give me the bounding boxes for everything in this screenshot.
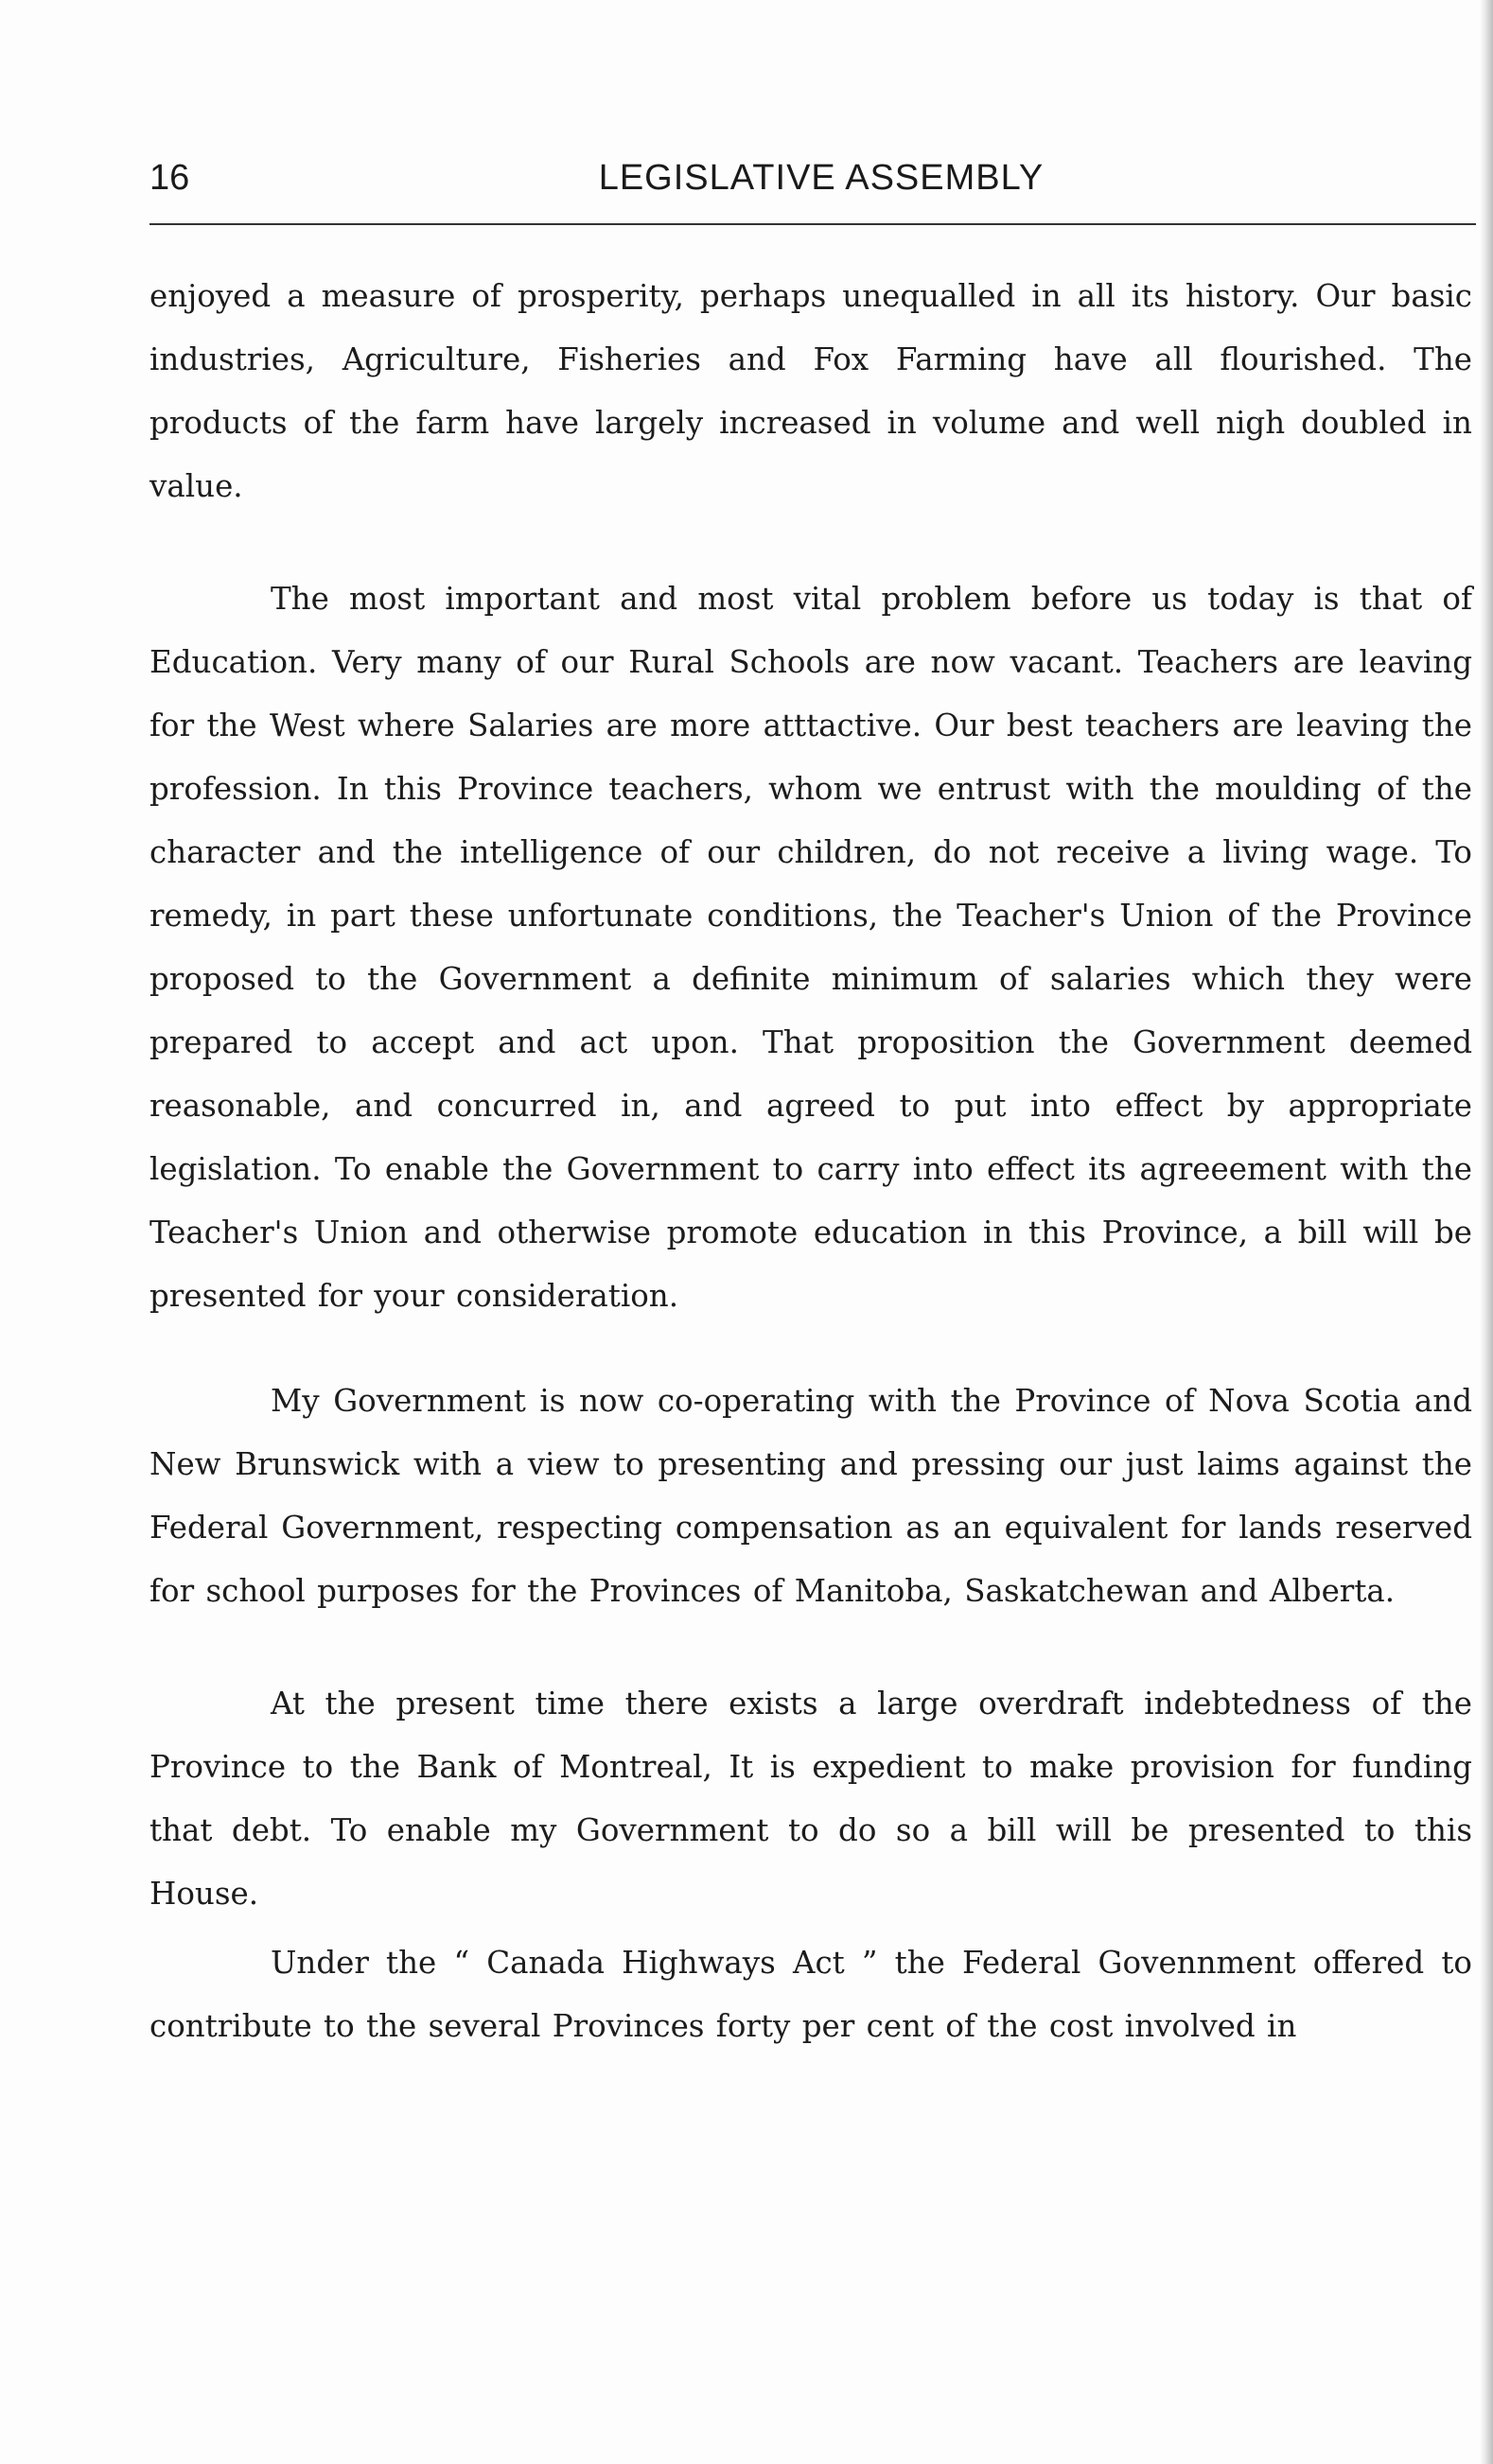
paragraph-overdraft: At the present time there exists a large overdraft indebtedness of the Province to the Bank of Montreal, It is expedient to make provision for funding that debt. To enable my Government to do so a bill will be presented to this House. [149,1686,1472,1912]
paragraph-education: The most important and most vital problem before us today is that of Education. Very many of our Rural Schools are now vacant. Teachers are leaving for the West where Salaries are more atttactive. Our best teachers are leaving the profession. In this Province teachers, whom we entrust with the moulding of the character and the intelligence of our children, do not receive a living wage. To remedy, in part these unfortunate conditions, the Teacher's Union of the Province proposed to the Government a definite minimum of salaries which they were prepared to accept and act upon. That proposition the Government deemed reasonable, and concurred in, and agreed to put into effect by appropriate legislation. To enable the Government to carry into effect its agreeement with the Teacher's Union and otherwise promote education in this Province, a bill will be presented for your consideration. [149,581,1472,1314]
paragraph-highways-act: Under the “ Canada Highways Act ” the Federal Govennment offered to contribute to the several Provinces forty per cent of the cost involved in [149,1945,1472,2044]
page-edge-shadow [1480,0,1493,2464]
page-number: 16 [149,158,190,198]
paragraph-federal-claims: My Government is now co-operating with the Province of Nova Scotia and New Brunswick with a view to presenting and pressing our just laims against the Federal Government, respecting compensation as an equivalent for lands reserved for school purposes for the Provinces of Manitoba, Saskatchewan and Alberta. [149,1383,1472,1609]
page-header [149,149,1476,206]
paragraph-prosperity: enjoyed a measure of prosperity, perhaps unequalled in all its history. Our basic industries, Agriculture, Fisheries and Fox Farming have all flourished. The products of the farm have largely increased in volume and well nigh doubled in value. [149,278,1472,504]
header-rule [149,223,1476,225]
running-head: LEGISLATIVE ASSEMBLY [598,158,1045,198]
document-body [149,265,1472,2058]
